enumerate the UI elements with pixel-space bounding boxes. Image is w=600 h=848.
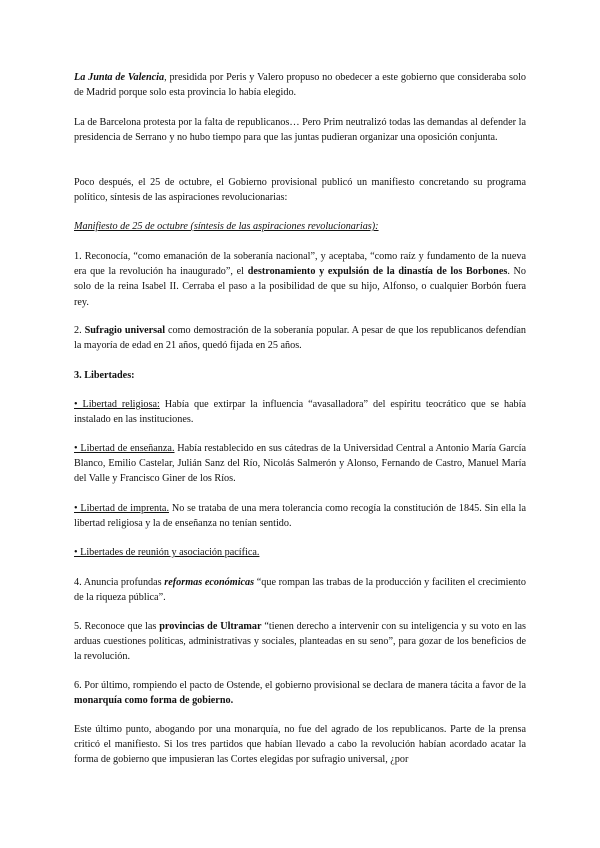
list-item-5 (74, 619, 526, 665)
libertades-reunion (74, 545, 526, 560)
junta-valencia-lead: La Junta de Valencia (74, 72, 165, 83)
item-2-text-a: 2. (74, 325, 85, 336)
libertad-imprenta-text: No se trataba de una mera tolerancia como recogía la constitución de 1845. Sin ella la libertad religiosa y la de enseñanza no tenían sentido. (74, 503, 527, 530)
libertad-ensenanza-text: Había restablecido en sus cátedras de la Universidad Central a Antonio María García Blanco, Emilio Castelar, Julián Sanz del Río, Nicolás Salmerón y Alonso, Fernando de Castro, Manuel María del Valle y Francisco Giner de los Ríos. (74, 443, 527, 485)
final-text: Este último punto, abogando por una monarquía, no fue del agrado de los republicanos. Parte de la prensa criticó el manifiesto. Si los tres partidos que habían llevado a cabo la revolución habían acordado acatar la forma de gobierno que impusieran las Cortes elegidas por sufragio universal, ¿por (74, 724, 526, 766)
libertad-religiosa-text: Había que extirpar la influencia “avasalladora” del espíritu teocrático que se había instalado en las instituciones. (74, 399, 526, 426)
item-6-bold: monarquía como forma de gobierno. (74, 695, 234, 707)
paragraph-final (74, 722, 526, 768)
paragraph-manifiesto-intro (74, 175, 526, 205)
item-4-text-b: “que rompan las trabas de la producción y faciliten el crecimiento de la riqueza pública”. (74, 577, 526, 604)
item-5-text-b: “tienen derecho a intervenir con su inteligencia y su voto en las arduas cuestiones políticas, administrativas y sociales, planteadas en su seno”, para gozar de los beneficios de la revolución. (74, 621, 526, 663)
barcelona-text: La de Barcelona protesta por la falta de republicanos… Pero Prim neutralizó todas las demandas al defender la presidencia de Serrano y no hubo tiempo para que las juntas pudieran organizar una oposición conjunta. (74, 117, 526, 144)
manifiesto-heading: Manifiesto de 25 de octubre (síntesis de las aspiraciones revolucionarias): (74, 221, 379, 232)
libertad-ensenanza (74, 441, 526, 487)
libertad-ensenanza-label: • Libertad de enseñanza. (74, 443, 175, 454)
paragraph-junta-valencia (74, 70, 526, 100)
item-1-text-a: 1. Reconocía, “como emanación de la soberanía nacional”, y aceptaba, “como raíz y fundamento de la nueva era que la revolución ha inaugurado”, el (74, 251, 526, 278)
list-item-2 (74, 323, 526, 353)
libertad-religiosa-label: • Libertad religiosa: (74, 399, 160, 410)
item-2-bold: Sufragio universal (84, 325, 166, 336)
libertades-reunion-label: • Libertades de reunión y asociación pacífica. (74, 547, 260, 558)
item-5-text-a: 5. Reconoce que las (74, 621, 160, 632)
item-1-bold: destronamiento y expulsión de la dinastía de los Borbones (247, 266, 508, 278)
item-4-bold: reformas económicas (164, 577, 255, 588)
list-item-4 (74, 575, 526, 605)
item-4-text-a: 4. Anuncia profundas (74, 577, 165, 588)
list-item-1 (74, 249, 526, 310)
item-6-text-a: 6. Por último, rompiendo el pacto de Ostende, el gobierno provisional se declara de manera tácita a favor de la (74, 680, 526, 691)
manifiesto-intro-text: Poco después, el 25 de octubre, el Gobierno provisional publicó un manifiesto concretando su programa político, síntesis de las aspiraciones revolucionarias: (74, 177, 526, 204)
libertad-religiosa (74, 397, 526, 427)
libertad-imprenta (74, 501, 526, 531)
list-item-3-heading: 3. Libertades: (74, 370, 135, 381)
libertad-imprenta-label: • Libertad de imprenta. (74, 503, 169, 514)
list-item-6 (74, 678, 526, 708)
item-2-text-b: como demostración de la soberanía popular. A pesar de que los republicanos defendían la mayoría de edad en 21 años, quedó fijada en 25 años. (74, 325, 526, 352)
item-1-text-b: . No solo de la reina Isabel II. Cerraba el paso a la posibilidad de que su hijo, Alfonso, o cualquier Borbón fuera rey. (74, 266, 527, 308)
item-5-bold: provincias de Ultramar (159, 621, 262, 632)
junta-valencia-text: , presidida por Peris y Valero propuso no obedecer a este gobierno que consideraba solo de Madrid porque solo esta provincia lo había elegido. (74, 72, 526, 99)
paragraph-barcelona (74, 115, 526, 145)
